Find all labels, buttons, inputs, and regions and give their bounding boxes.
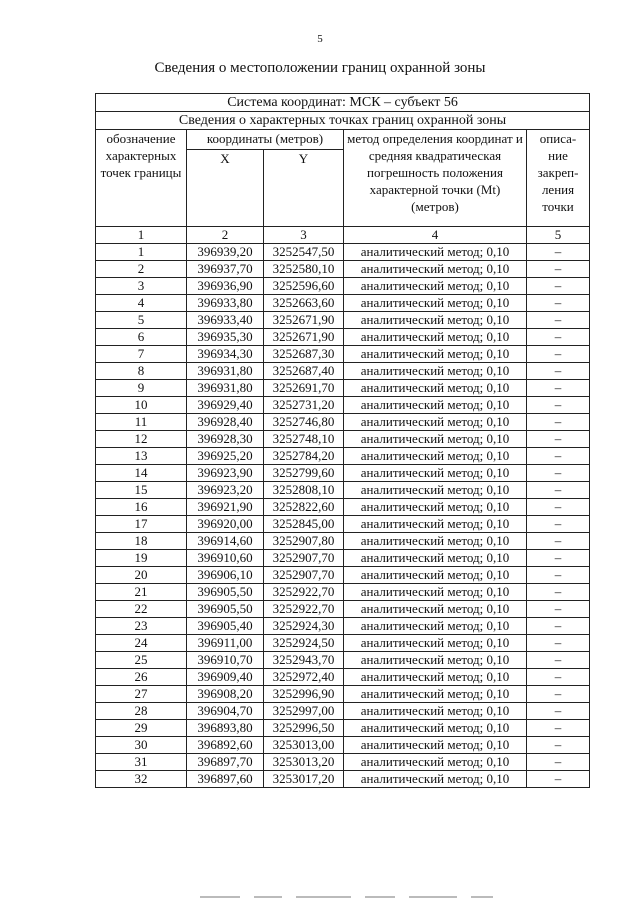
table-row: [96, 652, 590, 669]
x-coordinate: 396910,70: [187, 652, 264, 669]
header-point-designation: обозначение характерных точек границы: [96, 130, 187, 227]
document-title: Сведения о местоположении границ охранной зоны: [154, 60, 486, 76]
y-coordinate: 3252822,60: [264, 499, 344, 516]
method: аналитический метод; 0,10: [344, 737, 527, 754]
fixing-description: –: [527, 635, 590, 652]
header-description: описа- ние закреп- ления точки: [527, 130, 590, 227]
point-number: 6: [96, 329, 187, 346]
table-row: [96, 261, 590, 278]
point-number: 1: [96, 244, 187, 261]
method: аналитический метод; 0,10: [344, 448, 527, 465]
y-coordinate: 3253013,20: [264, 754, 344, 771]
point-number: 8: [96, 363, 187, 380]
method: аналитический метод; 0,10: [344, 329, 527, 346]
point-number: 18: [96, 533, 187, 550]
fixing-description: –: [527, 550, 590, 567]
method: аналитический метод; 0,10: [344, 414, 527, 431]
y-coordinate: 3252547,50: [264, 244, 344, 261]
point-number: 26: [96, 669, 187, 686]
table-row: [96, 363, 590, 380]
point-number: 30: [96, 737, 187, 754]
y-coordinate: 3252731,20: [264, 397, 344, 414]
x-coordinate: 396937,70: [187, 261, 264, 278]
boundary-points-table: [95, 93, 590, 788]
y-coordinate: 3252799,60: [264, 465, 344, 482]
fixing-description: –: [527, 465, 590, 482]
fixing-description: –: [527, 312, 590, 329]
fixing-description: –: [527, 516, 590, 533]
point-number: 13: [96, 448, 187, 465]
x-coordinate: 396904,70: [187, 703, 264, 720]
table-row: [96, 312, 590, 329]
point-number: 4: [96, 295, 187, 312]
header-coordinates: координаты (метров): [187, 130, 344, 150]
header-x: X: [187, 150, 264, 227]
point-number: 2: [96, 261, 187, 278]
table-row: [96, 397, 590, 414]
y-coordinate: 3252663,60: [264, 295, 344, 312]
y-coordinate: 3252691,70: [264, 380, 344, 397]
method: аналитический метод; 0,10: [344, 601, 527, 618]
x-coordinate: 396933,80: [187, 295, 264, 312]
table-row: [96, 414, 590, 431]
header-y: Y: [264, 150, 344, 227]
table-row: [96, 482, 590, 499]
fixing-description: –: [527, 703, 590, 720]
x-coordinate: 396934,30: [187, 346, 264, 363]
fixing-description: –: [527, 244, 590, 261]
x-coordinate: 396920,00: [187, 516, 264, 533]
y-coordinate: 3252808,10: [264, 482, 344, 499]
table-row: [96, 533, 590, 550]
method: аналитический метод; 0,10: [344, 244, 527, 261]
point-number: 27: [96, 686, 187, 703]
y-coordinate: 3252580,10: [264, 261, 344, 278]
x-coordinate: 396897,60: [187, 771, 264, 788]
fixing-description: –: [527, 329, 590, 346]
y-coordinate: 3252972,40: [264, 669, 344, 686]
table-row: [96, 295, 590, 312]
method: аналитический метод; 0,10: [344, 703, 527, 720]
table-row: [96, 584, 590, 601]
y-coordinate: 3252996,90: [264, 686, 344, 703]
x-coordinate: 396892,60: [187, 737, 264, 754]
point-number: 12: [96, 431, 187, 448]
x-coordinate: 396909,40: [187, 669, 264, 686]
method: аналитический метод; 0,10: [344, 295, 527, 312]
x-coordinate: 396897,70: [187, 754, 264, 771]
page-number: 5: [317, 33, 323, 45]
fixing-description: –: [527, 618, 590, 635]
table-row: [96, 567, 590, 584]
fixing-description: –: [527, 346, 590, 363]
fixing-description: –: [527, 448, 590, 465]
point-number: 25: [96, 652, 187, 669]
table-row: [96, 278, 590, 295]
point-number: 22: [96, 601, 187, 618]
section-caption: Сведения о характерных точках границ охранной зоны: [96, 112, 590, 130]
table-row: [96, 703, 590, 720]
x-coordinate: 396925,20: [187, 448, 264, 465]
point-number: 24: [96, 635, 187, 652]
y-coordinate: 3252671,90: [264, 312, 344, 329]
fixing-description: –: [527, 720, 590, 737]
column-number-row: [96, 227, 590, 244]
method: аналитический метод; 0,10: [344, 550, 527, 567]
point-number: 20: [96, 567, 187, 584]
point-number: 23: [96, 618, 187, 635]
table-row: [96, 380, 590, 397]
table-row: [96, 686, 590, 703]
y-coordinate: 3252907,80: [264, 533, 344, 550]
table-row: [96, 635, 590, 652]
y-coordinate: 3252924,30: [264, 618, 344, 635]
table-row: [96, 771, 590, 788]
y-coordinate: 3252922,70: [264, 584, 344, 601]
y-coordinate: 3252687,30: [264, 346, 344, 363]
point-number: 10: [96, 397, 187, 414]
method: аналитический метод; 0,10: [344, 720, 527, 737]
column-number: 1: [96, 227, 187, 244]
y-coordinate: 3252996,50: [264, 720, 344, 737]
column-number: 3: [264, 227, 344, 244]
point-number: 11: [96, 414, 187, 431]
x-coordinate: 396923,90: [187, 465, 264, 482]
x-coordinate: 396921,90: [187, 499, 264, 516]
method: аналитический метод; 0,10: [344, 516, 527, 533]
x-coordinate: 396928,30: [187, 431, 264, 448]
column-number: 2: [187, 227, 264, 244]
table-row: [96, 669, 590, 686]
y-coordinate: 3252687,40: [264, 363, 344, 380]
point-number: 19: [96, 550, 187, 567]
x-coordinate: 396908,20: [187, 686, 264, 703]
fixing-description: –: [527, 295, 590, 312]
fixing-description: –: [527, 652, 590, 669]
table-row: [96, 754, 590, 771]
x-coordinate: 396914,60: [187, 533, 264, 550]
y-coordinate: 3252671,90: [264, 329, 344, 346]
method: аналитический метод; 0,10: [344, 397, 527, 414]
fixing-description: –: [527, 771, 590, 788]
fixing-description: –: [527, 278, 590, 295]
x-coordinate: 396893,80: [187, 720, 264, 737]
method: аналитический метод; 0,10: [344, 686, 527, 703]
fixing-description: –: [527, 499, 590, 516]
y-coordinate: 3252845,00: [264, 516, 344, 533]
y-coordinate: 3252907,70: [264, 550, 344, 567]
point-number: 3: [96, 278, 187, 295]
table-row: [96, 720, 590, 737]
x-coordinate: 396906,10: [187, 567, 264, 584]
y-coordinate: 3252596,60: [264, 278, 344, 295]
method: аналитический метод; 0,10: [344, 312, 527, 329]
table-row: [96, 244, 590, 261]
y-coordinate: 3253013,00: [264, 737, 344, 754]
x-coordinate: 396928,40: [187, 414, 264, 431]
fixing-description: –: [527, 380, 590, 397]
point-number: 16: [96, 499, 187, 516]
fixing-description: –: [527, 397, 590, 414]
method: аналитический метод; 0,10: [344, 652, 527, 669]
scan-artifact-marks: [200, 894, 610, 900]
method: аналитический метод; 0,10: [344, 380, 527, 397]
x-coordinate: 396911,00: [187, 635, 264, 652]
table-row: [96, 346, 590, 363]
x-coordinate: 396923,20: [187, 482, 264, 499]
fixing-description: –: [527, 686, 590, 703]
y-coordinate: 3252907,70: [264, 567, 344, 584]
fixing-description: –: [527, 567, 590, 584]
x-coordinate: 396905,50: [187, 601, 264, 618]
table-row: [96, 601, 590, 618]
method: аналитический метод; 0,10: [344, 482, 527, 499]
method: аналитический метод; 0,10: [344, 278, 527, 295]
table-row: [96, 448, 590, 465]
point-number: 21: [96, 584, 187, 601]
header-method: метод определения координат и средняя квадратическая погрешность положения характерной точки (Mt) (метров): [344, 130, 527, 227]
fixing-description: –: [527, 533, 590, 550]
method: аналитический метод; 0,10: [344, 584, 527, 601]
fixing-description: –: [527, 669, 590, 686]
point-number: 17: [96, 516, 187, 533]
fixing-description: –: [527, 482, 590, 499]
point-number: 5: [96, 312, 187, 329]
method: аналитический метод; 0,10: [344, 618, 527, 635]
table-row: [96, 431, 590, 448]
method: аналитический метод; 0,10: [344, 771, 527, 788]
fixing-description: –: [527, 261, 590, 278]
fixing-description: –: [527, 431, 590, 448]
method: аналитический метод; 0,10: [344, 533, 527, 550]
column-number: 5: [527, 227, 590, 244]
x-coordinate: 396939,20: [187, 244, 264, 261]
table-row: [96, 516, 590, 533]
y-coordinate: 3253017,20: [264, 771, 344, 788]
x-coordinate: 396933,40: [187, 312, 264, 329]
table-row: [96, 465, 590, 482]
point-number: 31: [96, 754, 187, 771]
y-coordinate: 3252784,20: [264, 448, 344, 465]
method: аналитический метод; 0,10: [344, 465, 527, 482]
x-coordinate: 396931,80: [187, 363, 264, 380]
fixing-description: –: [527, 363, 590, 380]
x-coordinate: 396935,30: [187, 329, 264, 346]
point-number: 9: [96, 380, 187, 397]
method: аналитический метод; 0,10: [344, 499, 527, 516]
method: аналитический метод; 0,10: [344, 261, 527, 278]
table-row: [96, 737, 590, 754]
coordinate-system-caption: Система координат: МСК – субъект 56: [96, 94, 590, 112]
x-coordinate: 396905,50: [187, 584, 264, 601]
x-coordinate: 396936,90: [187, 278, 264, 295]
fixing-description: –: [527, 601, 590, 618]
point-number: 15: [96, 482, 187, 499]
y-coordinate: 3252922,70: [264, 601, 344, 618]
x-coordinate: 396931,80: [187, 380, 264, 397]
y-coordinate: 3252943,70: [264, 652, 344, 669]
method: аналитический метод; 0,10: [344, 635, 527, 652]
method: аналитический метод; 0,10: [344, 567, 527, 584]
point-number: 32: [96, 771, 187, 788]
method: аналитический метод; 0,10: [344, 754, 527, 771]
method: аналитический метод; 0,10: [344, 363, 527, 380]
x-coordinate: 396929,40: [187, 397, 264, 414]
fixing-description: –: [527, 584, 590, 601]
column-number: 4: [344, 227, 527, 244]
x-coordinate: 396910,60: [187, 550, 264, 567]
x-coordinate: 396905,40: [187, 618, 264, 635]
point-number: 29: [96, 720, 187, 737]
y-coordinate: 3252748,10: [264, 431, 344, 448]
table-row: [96, 499, 590, 516]
method: аналитический метод; 0,10: [344, 346, 527, 363]
point-number: 7: [96, 346, 187, 363]
method: аналитический метод; 0,10: [344, 669, 527, 686]
y-coordinate: 3252746,80: [264, 414, 344, 431]
point-number: 14: [96, 465, 187, 482]
fixing-description: –: [527, 414, 590, 431]
method: аналитический метод; 0,10: [344, 431, 527, 448]
fixing-description: –: [527, 754, 590, 771]
fixing-description: –: [527, 737, 590, 754]
table-row: [96, 550, 590, 567]
table-row: [96, 618, 590, 635]
table-row: [96, 329, 590, 346]
point-number: 28: [96, 703, 187, 720]
y-coordinate: 3252924,50: [264, 635, 344, 652]
y-coordinate: 3252997,00: [264, 703, 344, 720]
